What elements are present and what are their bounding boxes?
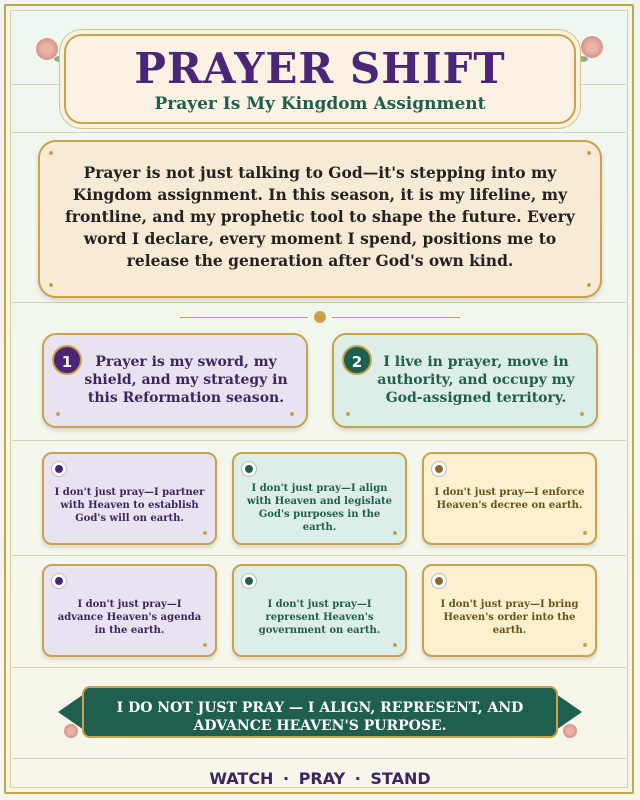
bullet-dot-icon (432, 574, 446, 588)
page-title: PRAYER SHIFT (134, 44, 506, 93)
corner-dot (583, 531, 587, 535)
number-badge: 2 (342, 345, 372, 375)
declaration-card (42, 564, 217, 657)
page-subtitle: Prayer Is My Kingdom Assignment (154, 94, 486, 114)
bullet-dot-icon (242, 462, 256, 476)
leaf-icon (576, 56, 588, 62)
corner-dot (580, 412, 584, 416)
declaration-text: I don't just pray—I represent Heaven's government on earth. (258, 599, 381, 636)
rule-line (12, 132, 626, 133)
bullet-dot-icon (432, 462, 446, 476)
corner-dot (346, 412, 350, 416)
corner-dot (587, 151, 591, 155)
rule-line (12, 555, 626, 556)
footer-separator: · (354, 769, 361, 788)
flower-icon (563, 724, 577, 738)
footer-tagline (0, 769, 640, 788)
rule-line (12, 667, 626, 668)
footer-separator: · (283, 769, 290, 788)
corner-dot (203, 643, 207, 647)
bullet-dot-icon (52, 462, 66, 476)
point-card-1 (42, 333, 308, 428)
divider-ornament (314, 311, 326, 323)
number-badge: 1 (52, 345, 82, 375)
flower-icon (64, 724, 78, 738)
corner-dot (203, 531, 207, 535)
corner-dot (583, 643, 587, 647)
rule-line (12, 440, 626, 441)
corner-dot (587, 283, 591, 287)
point-text: Prayer is my sword, my shield, and my strategy in this Reformation season. (84, 354, 288, 406)
declaration-card (422, 452, 597, 545)
bullet-dot-icon (52, 574, 66, 588)
banner-text: I DO NOT JUST PRAY — I ALIGN, REPRESENT, AND ADVANCE HEAVEN'S PURPOSE. (116, 700, 524, 734)
corner-dot (49, 283, 53, 287)
footer-word: STAND (370, 769, 431, 788)
declaration-text: I don't just pray—I partner with Heaven to establish God's will on earth. (54, 487, 205, 524)
intro-card (38, 140, 602, 298)
declaration-card (42, 452, 217, 545)
point-text: I live in prayer, move in authority, and occupy my God-assigned territory. (377, 354, 575, 406)
corner-dot (290, 412, 294, 416)
rule-line (12, 302, 626, 303)
intro-text: Prayer is not just talking to God—it's stepping into my Kingdom assignment. In this season, it is my lifeline, my frontline, and my prophetic tool to shape the future. Every word I declare, every moment I spend, positions me to release the generation after God's own kind. (65, 163, 575, 270)
footer-word: WATCH (209, 769, 274, 788)
declaration-text: I don't just pray—I enforce Heaven's decree on earth. (434, 487, 585, 511)
declaration-text: I don't just pray—I bring Heaven's order into the earth. (440, 599, 579, 636)
declaration-text: I don't just pray—I advance Heaven's agenda in the earth. (57, 599, 202, 636)
closing-banner (82, 686, 558, 738)
corner-dot (56, 412, 60, 416)
rule-line (12, 758, 626, 759)
corner-dot (393, 531, 397, 535)
footer-word: PRAY (298, 769, 346, 788)
flower-icon (581, 36, 603, 58)
divider-line (180, 317, 308, 318)
corner-dot (49, 151, 53, 155)
declaration-card (232, 564, 407, 657)
declaration-card (232, 452, 407, 545)
bullet-dot-icon (242, 574, 256, 588)
title-plate (64, 34, 576, 124)
declaration-card (422, 564, 597, 657)
divider-line (332, 317, 460, 318)
corner-dot (393, 643, 397, 647)
declaration-text: I don't just pray—I align with Heaven and legislate God's purposes in the earth. (246, 483, 393, 533)
point-card-2 (332, 333, 598, 428)
